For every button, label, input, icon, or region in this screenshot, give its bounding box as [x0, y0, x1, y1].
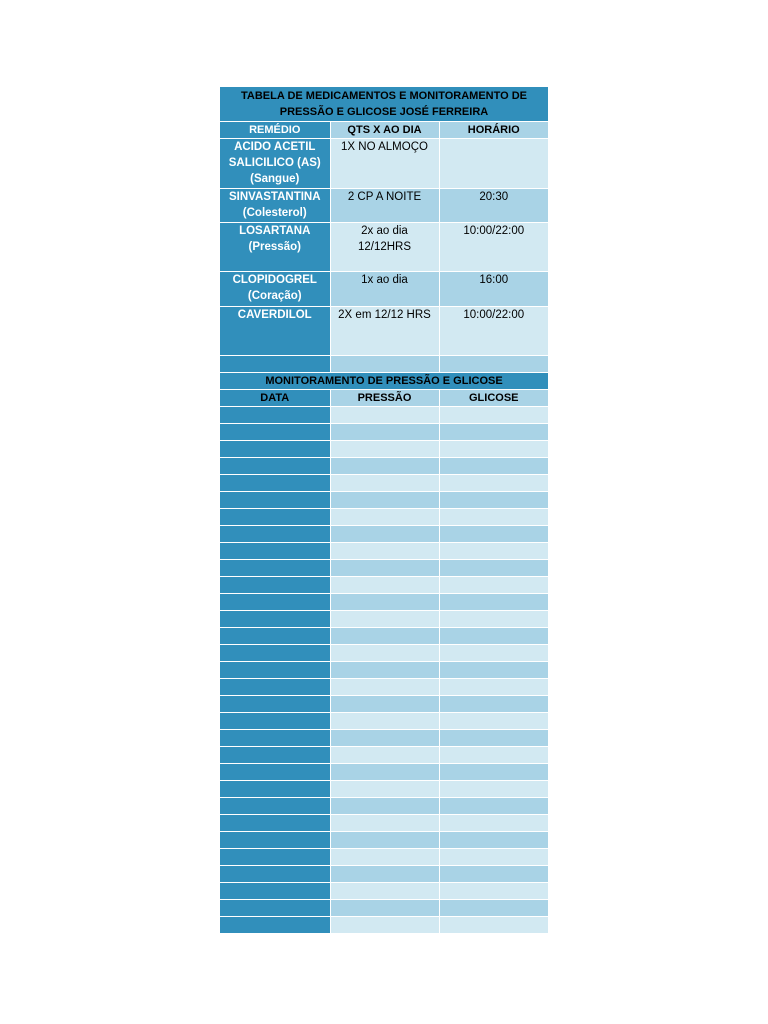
glucose-cell	[439, 508, 548, 525]
date-cell	[220, 474, 330, 491]
pressure-cell	[330, 576, 439, 593]
header-glicose: GLICOSE	[439, 389, 548, 406]
date-cell	[220, 542, 330, 559]
monitoring-row	[220, 899, 548, 916]
glucose-cell	[439, 525, 548, 542]
glucose-cell	[439, 814, 548, 831]
glucose-cell	[439, 746, 548, 763]
glucose-cell	[439, 457, 548, 474]
pressure-cell	[330, 508, 439, 525]
pressure-cell	[330, 814, 439, 831]
pressure-cell	[330, 661, 439, 678]
empty-cell	[439, 355, 548, 372]
date-cell	[220, 695, 330, 712]
monitoring-row	[220, 729, 548, 746]
medication-sheet	[220, 87, 548, 934]
pressure-cell	[330, 712, 439, 729]
empty-cell	[330, 355, 439, 372]
date-cell	[220, 882, 330, 899]
monitoring-row	[220, 831, 548, 848]
date-cell	[220, 831, 330, 848]
monitoring-row	[220, 423, 548, 440]
monitoring-row	[220, 440, 548, 457]
date-cell	[220, 525, 330, 542]
glucose-cell	[439, 491, 548, 508]
glucose-cell	[439, 899, 548, 916]
date-cell	[220, 644, 330, 661]
pressure-cell	[330, 899, 439, 916]
monitoring-header-row	[220, 389, 548, 406]
pressure-cell	[330, 729, 439, 746]
glucose-cell	[439, 406, 548, 423]
date-cell	[220, 610, 330, 627]
glucose-cell	[439, 780, 548, 797]
medication-name: CLOPIDOGREL (Coração)	[220, 271, 330, 306]
medication-empty-row	[220, 355, 548, 372]
date-cell	[220, 559, 330, 576]
pressure-cell	[330, 491, 439, 508]
glucose-cell	[439, 644, 548, 661]
pressure-cell	[330, 627, 439, 644]
pressure-cell	[330, 474, 439, 491]
glucose-cell	[439, 865, 548, 882]
glucose-cell	[439, 763, 548, 780]
monitoring-row	[220, 814, 548, 831]
pressure-cell	[330, 525, 439, 542]
date-cell	[220, 763, 330, 780]
glucose-cell	[439, 797, 548, 814]
header-remedio: REMÉDIO	[220, 121, 330, 138]
monitoring-row	[220, 525, 548, 542]
pressure-cell	[330, 882, 439, 899]
monitoring-row	[220, 661, 548, 678]
pressure-cell	[330, 865, 439, 882]
pressure-cell	[330, 542, 439, 559]
header-pressao: PRESSÃO	[330, 389, 439, 406]
medication-dose: 2x ao dia 12/12HRS	[330, 222, 439, 271]
pressure-cell	[330, 780, 439, 797]
monitoring-row	[220, 576, 548, 593]
medication-time: 20:30	[439, 188, 548, 222]
monitoring-row	[220, 406, 548, 423]
pressure-cell	[330, 406, 439, 423]
glucose-cell	[439, 712, 548, 729]
date-cell	[220, 406, 330, 423]
medication-row	[220, 306, 548, 355]
glucose-cell	[439, 627, 548, 644]
monitoring-row	[220, 882, 548, 899]
pressure-cell	[330, 423, 439, 440]
date-cell	[220, 661, 330, 678]
glucose-cell	[439, 661, 548, 678]
date-cell	[220, 576, 330, 593]
monitoring-row	[220, 474, 548, 491]
date-cell	[220, 848, 330, 865]
monitoring-row	[220, 746, 548, 763]
header-data: DATA	[220, 389, 330, 406]
date-cell	[220, 746, 330, 763]
date-cell	[220, 916, 330, 933]
empty-cell	[220, 355, 330, 372]
table-title-row	[220, 87, 548, 121]
pressure-cell	[330, 831, 439, 848]
monitoring-row	[220, 593, 548, 610]
glucose-cell	[439, 423, 548, 440]
date-cell	[220, 457, 330, 474]
glucose-cell	[439, 474, 548, 491]
pressure-cell	[330, 457, 439, 474]
medication-name: LOSARTANA (Pressão)	[220, 222, 330, 271]
medication-time	[439, 138, 548, 188]
monitoring-row	[220, 610, 548, 627]
monitoring-row	[220, 559, 548, 576]
monitoring-row	[220, 780, 548, 797]
glucose-cell	[439, 559, 548, 576]
medication-row	[220, 188, 548, 222]
glucose-cell	[439, 831, 548, 848]
date-cell	[220, 899, 330, 916]
monitoring-title: MONITORAMENTO DE PRESSÃO E GLICOSE	[220, 372, 548, 389]
monitoring-row	[220, 678, 548, 695]
date-cell	[220, 593, 330, 610]
date-cell	[220, 780, 330, 797]
glucose-cell	[439, 542, 548, 559]
monitoring-rows	[220, 406, 548, 933]
pressure-cell	[330, 440, 439, 457]
medication-dose: 1X NO ALMOÇO	[330, 138, 439, 188]
pressure-cell	[330, 797, 439, 814]
date-cell	[220, 508, 330, 525]
medication-dose: 2 CP A NOITE	[330, 188, 439, 222]
monitoring-row	[220, 627, 548, 644]
date-cell	[220, 440, 330, 457]
pressure-cell	[330, 610, 439, 627]
monitoring-row	[220, 491, 548, 508]
header-qts: QTS X AO DIA	[330, 121, 439, 138]
pressure-cell	[330, 559, 439, 576]
glucose-cell	[439, 729, 548, 746]
date-cell	[220, 712, 330, 729]
medication-name: SINVASTANTINA (Colesterol)	[220, 188, 330, 222]
glucose-cell	[439, 916, 548, 933]
monitoring-row	[220, 763, 548, 780]
pressure-cell	[330, 848, 439, 865]
medication-header-row	[220, 121, 548, 138]
monitoring-row	[220, 865, 548, 882]
date-cell	[220, 678, 330, 695]
medication-row	[220, 222, 548, 271]
monitoring-row	[220, 916, 548, 933]
medication-table	[220, 87, 548, 934]
medication-time: 10:00/22:00	[439, 222, 548, 271]
medication-row	[220, 271, 548, 306]
pressure-cell	[330, 678, 439, 695]
header-horario: HORÁRIO	[439, 121, 548, 138]
pressure-cell	[330, 746, 439, 763]
pressure-cell	[330, 644, 439, 661]
glucose-cell	[439, 848, 548, 865]
monitoring-row	[220, 457, 548, 474]
monitoring-row	[220, 712, 548, 729]
date-cell	[220, 865, 330, 882]
medication-name: CAVERDILOL	[220, 306, 330, 355]
glucose-cell	[439, 882, 548, 899]
date-cell	[220, 423, 330, 440]
date-cell	[220, 797, 330, 814]
pressure-cell	[330, 695, 439, 712]
medication-name: ACIDO ACETIL SALICILICO (AS) (Sangue)	[220, 138, 330, 188]
monitoring-title-row	[220, 372, 548, 389]
glucose-cell	[439, 440, 548, 457]
medication-time: 16:00	[439, 271, 548, 306]
pressure-cell	[330, 763, 439, 780]
monitoring-row	[220, 644, 548, 661]
monitoring-row	[220, 848, 548, 865]
medication-time: 10:00/22:00	[439, 306, 548, 355]
medication-dose: 2X em 12/12 HRS	[330, 306, 439, 355]
date-cell	[220, 491, 330, 508]
glucose-cell	[439, 593, 548, 610]
glucose-cell	[439, 576, 548, 593]
glucose-cell	[439, 695, 548, 712]
date-cell	[220, 814, 330, 831]
date-cell	[220, 627, 330, 644]
pressure-cell	[330, 593, 439, 610]
glucose-cell	[439, 678, 548, 695]
table-title: TABELA DE MEDICAMENTOS E MONITORAMENTO DE PRESSÃO E GLICOSE JOSÉ FERREIRA	[220, 87, 548, 121]
monitoring-row	[220, 695, 548, 712]
medication-dose: 1x ao dia	[330, 271, 439, 306]
monitoring-row	[220, 508, 548, 525]
monitoring-row	[220, 797, 548, 814]
date-cell	[220, 729, 330, 746]
medication-row	[220, 138, 548, 188]
monitoring-row	[220, 542, 548, 559]
glucose-cell	[439, 610, 548, 627]
pressure-cell	[330, 916, 439, 933]
